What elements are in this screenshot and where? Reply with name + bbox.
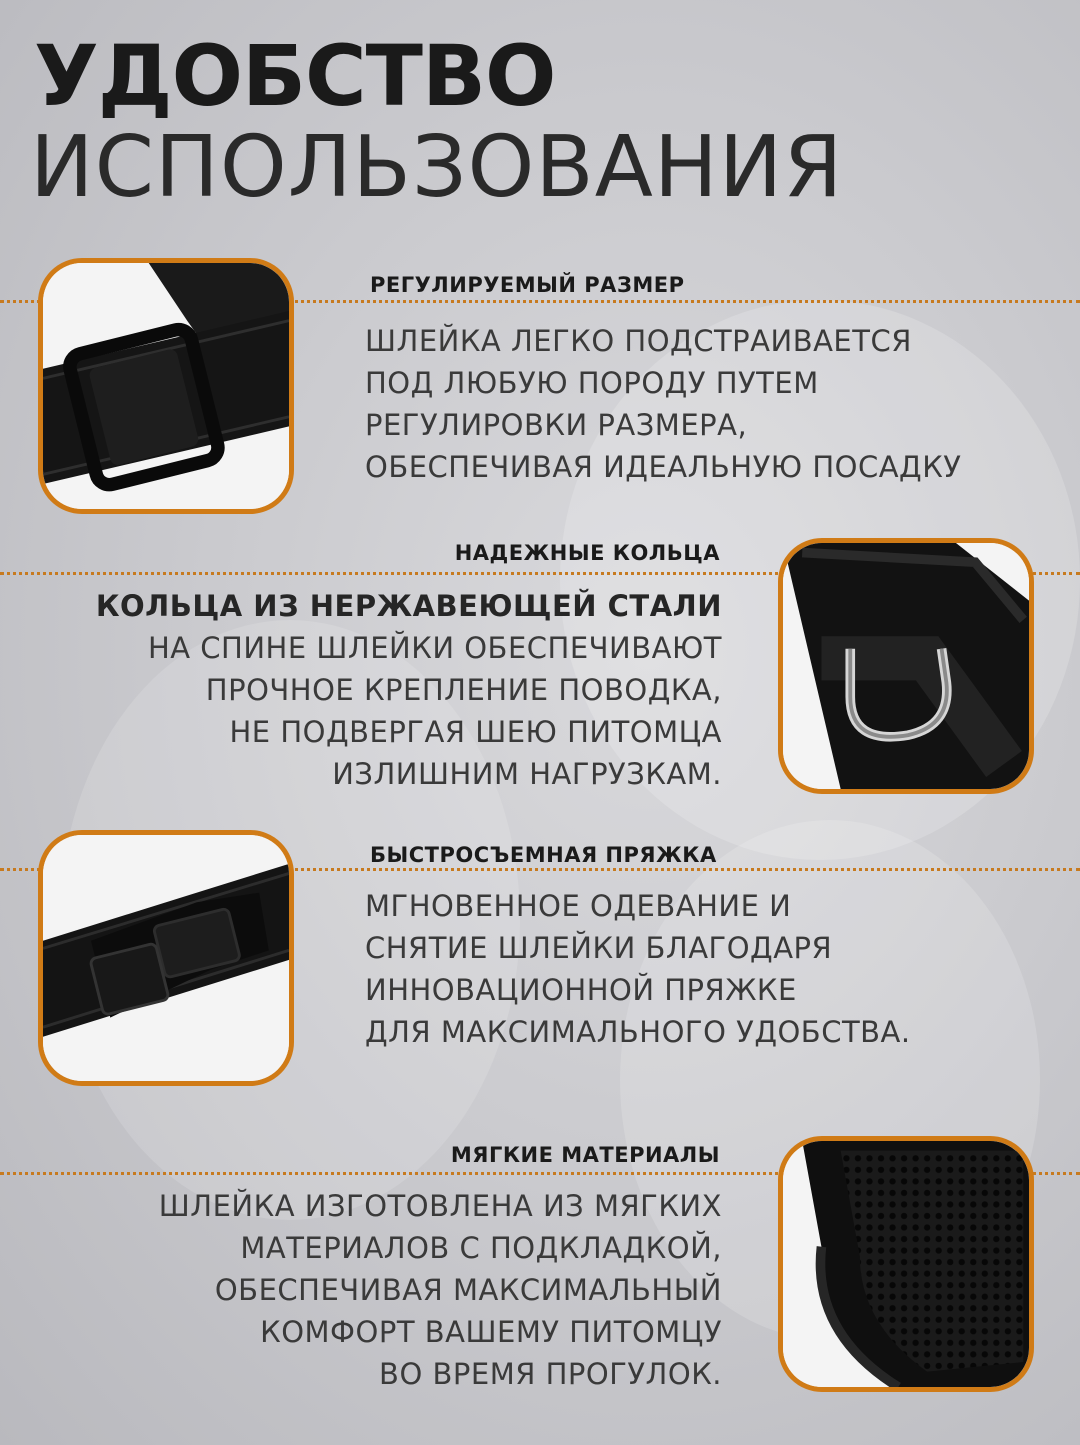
feature-image-quick-release-buckle [38,830,294,1086]
feature-heading: НАДЕЖНЫЕ КОЛЬЦА [454,541,720,565]
feature-description-line: КОМФОРТ ВАШЕМУ ПИТОМЦУ [260,1315,722,1349]
feature-heading: МЯГКИЕ МАТЕРИАЛЫ [450,1143,720,1167]
feature-heading: БЫСТРОСЪЕМНАЯ ПРЯЖКА [370,843,717,867]
feature-description-line: РЕГУЛИРОВКИ РАЗМЕРА, [365,408,748,442]
mesh-fabric-icon [783,1141,1029,1387]
feature-description-line: ШЛЕЙКА ИЗГОТОВЛЕНА ИЗ МЯГКИХ [158,1189,722,1223]
feature-image-soft-materials [778,1136,1034,1392]
quick-release-buckle-icon [43,835,289,1081]
feature-description-line: ШЛЕЙКА ЛЕГКО ПОДСТРАИВАЕТСЯ [365,324,912,358]
feature-description-line: СНЯТИЕ ШЛЕЙКИ БЛАГОДАРЯ [365,931,833,965]
feature-description-line: ПРОЧНОЕ КРЕПЛЕНИЕ ПОВОДКА, [205,673,722,707]
feature-description-line: ОБЕСПЕЧИВАЯ МАКСИМАЛЬНЫЙ [214,1273,722,1307]
feature-image-adjustable-size [38,258,294,514]
feature-description [159,1185,722,1395]
feature-description [96,585,722,795]
feature-description-line: ОБЕСПЕЧИВАЯ ИДЕАЛЬНУЮ ПОСАДКУ [365,450,962,484]
feature-description-line: ПОД ЛЮБУЮ ПОРОДУ ПУТЕМ [365,366,819,400]
feature-description-line: МАТЕРИАЛОВ С ПОДКЛАДКОЙ, [240,1231,722,1265]
feature-description-line: ДЛЯ МАКСИМАЛЬНОГО УДОБСТВА. [365,1015,911,1049]
feature-description-line: ИННОВАЦИОННОЙ ПРЯЖКЕ [365,973,797,1007]
slider-buckle-icon [43,263,289,509]
feature-heading: РЕГУЛИРУЕМЫЙ РАЗМЕР [370,273,685,297]
feature-description [365,885,911,1053]
page-title-line2: ИСПОЛЬЗОВАНИЯ [30,118,844,217]
feature-description-line: НА СПИНЕ ШЛЕЙКИ ОБЕСПЕЧИВАЮТ [147,631,722,665]
feature-description [365,320,961,488]
feature-description-line: ВО ВРЕМЯ ПРОГУЛОК. [379,1357,722,1391]
feature-description-line: МГНОВЕННОЕ ОДЕВАНИЕ И [365,889,792,923]
page-title-line1: УДОБСТВО [34,27,556,125]
feature-description-line: ИЗЛИШНИМ НАГРУЗКАМ. [332,757,722,791]
d-ring-icon [783,543,1029,789]
feature-description-line: НЕ ПОДВЕРГАЯ ШЕЮ ПИТОМЦА [229,715,722,749]
feature-description-line: КОЛЬЦА ИЗ НЕРЖАВЕЮЩЕЙ СТАЛИ [95,589,722,623]
feature-image-reliable-rings [778,538,1034,794]
